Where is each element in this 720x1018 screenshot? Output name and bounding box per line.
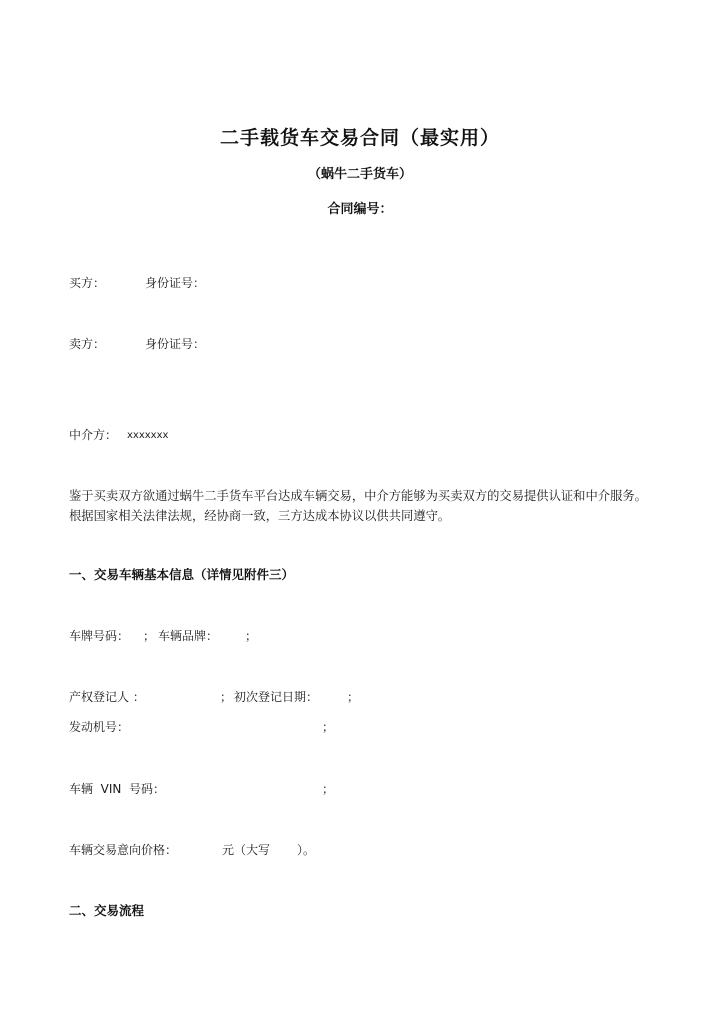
document-subtitle: （蜗牛二手货车） <box>307 167 412 182</box>
intended-price-label: 车辆交易意向价格： <box>69 843 178 857</box>
engine-number-label: 发动机号： <box>69 720 130 734</box>
contract-number-label: 合同编号： <box>327 202 393 217</box>
document-title: 二手载货车交易合同（最实用） <box>219 127 500 149</box>
separator: ； <box>220 690 233 704</box>
intermediary-label: 中介方： <box>69 428 118 442</box>
preamble-line-1: 鉴于买卖双方欲通过蜗牛二手货车平台达成车辆交易，中介方能够为买卖双方的交易提供认证和中介服务。 <box>69 489 647 503</box>
separator: ； <box>143 629 156 643</box>
section-2-heading: 二、交易流程 <box>69 903 145 918</box>
intermediary-value: xxxxxxx <box>127 430 169 441</box>
buyer-id-label: 身份证号： <box>145 276 206 290</box>
price-unit-label: 元（大写 <box>222 843 271 857</box>
vin-number-label: 车辆 VIN 号码： <box>69 782 165 796</box>
preamble-line-2: 根据国家相关法律法规，经协商一致，三方达成本协议以供共同遵守。 <box>69 509 451 523</box>
separator: ； <box>322 720 335 734</box>
buyer-label: 买方： <box>69 276 106 290</box>
section-1-heading: 一、交易车辆基本信息（详情见附件三） <box>69 567 295 582</box>
price-close-label: ）。 <box>297 843 316 857</box>
vehicle-brand-label: 车辆品牌： <box>158 629 219 643</box>
seller-label: 卖方： <box>69 337 106 351</box>
seller-id-label: 身份证号： <box>145 337 206 351</box>
separator: ； <box>347 690 360 704</box>
first-registration-date-label: 初次登记日期： <box>234 690 319 704</box>
separator: ； <box>322 782 335 796</box>
plate-number-label: 车牌号码： <box>69 629 130 643</box>
title-owner-label: 产权登记人 ： <box>69 690 145 704</box>
separator: ； <box>245 629 258 643</box>
